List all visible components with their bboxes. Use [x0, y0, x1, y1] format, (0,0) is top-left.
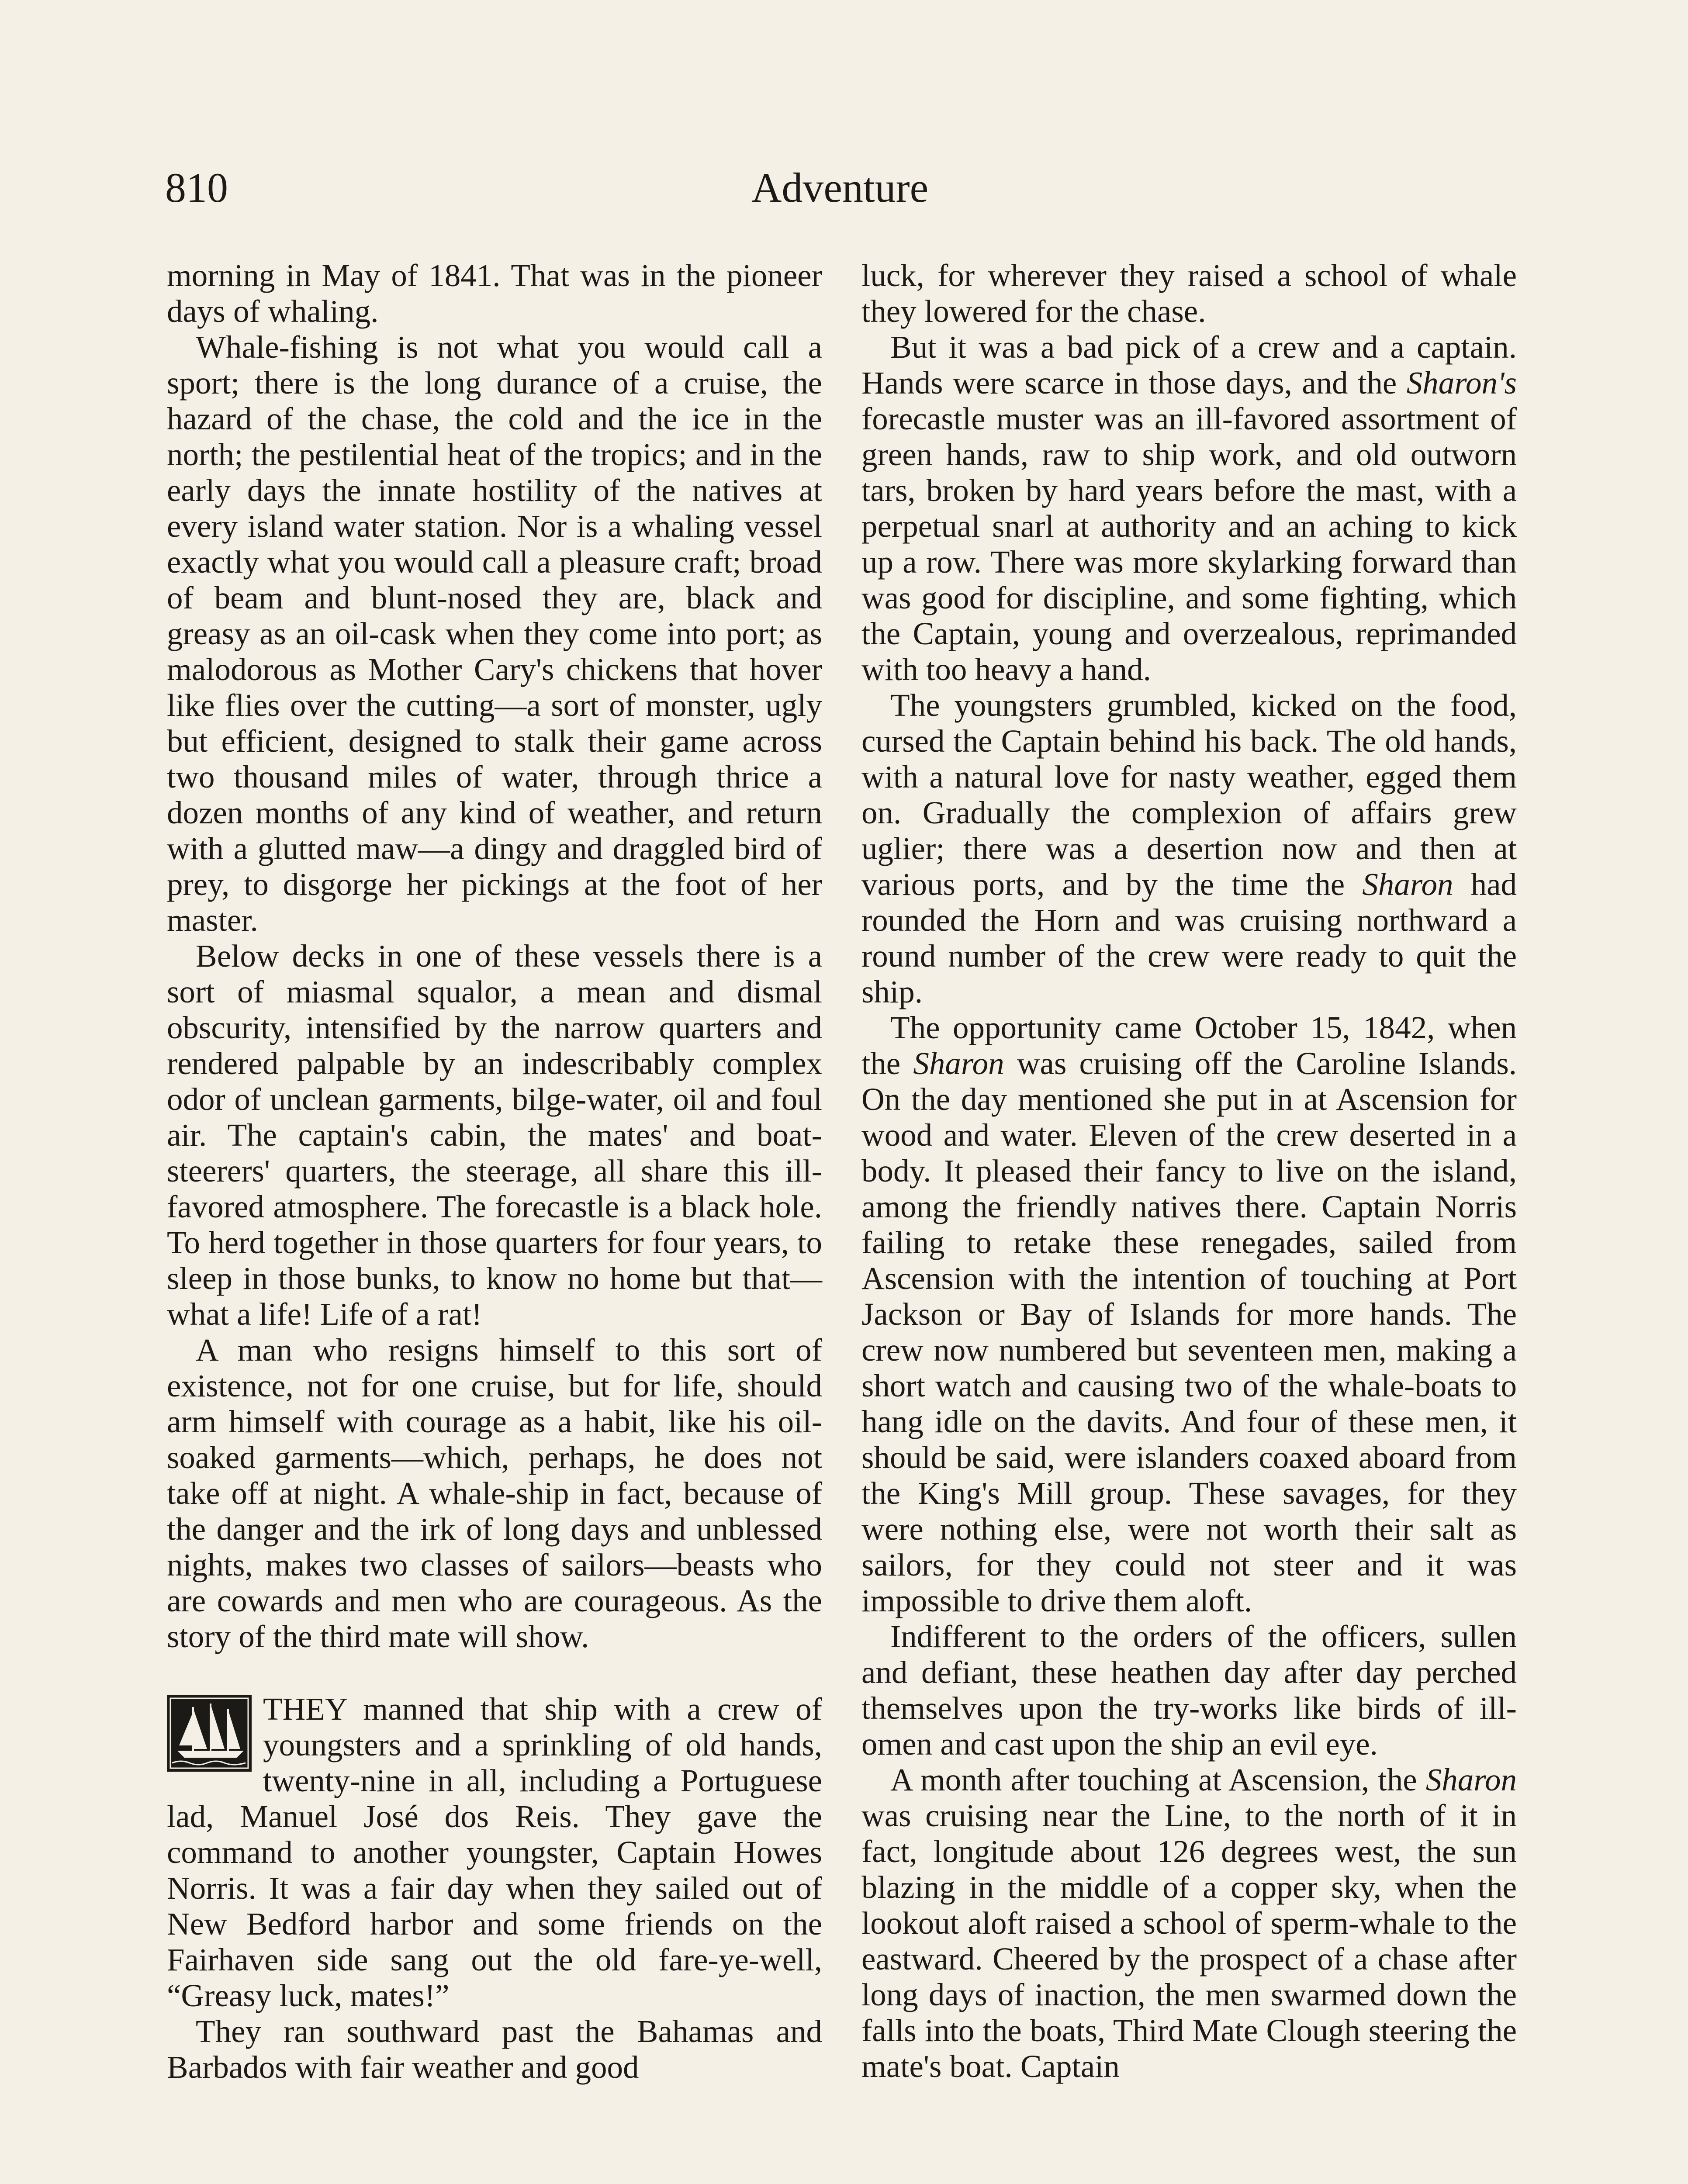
paragraph: But it was a bad pick of a crew and a captain. Hands were scarce in those days, and the Sharon's forecastle muster was an ill-favored assortment of green hands, raw to ship work, and old outworn tars, broken by hard years before the mast, with a perpetual snarl at authority and an aching to kick up a row. There was more skylarking forward than was good for discipline, and some fighting, which the Captain, young and overzealous, reprimanded with too heavy a hand.: [861, 329, 1517, 687]
paragraph: morning in May of 1841. That was in the pioneer days of whaling.: [167, 258, 822, 329]
paragraph: A month after touching at Ascension, the Sharon was cruising near the Line, to the north of it in fact, longitude about 126 degrees west, the sun blazing in the middle of a copper sky, when the lookout aloft raised a school of sperm-whale to the eastward. Cheered by the prospect of a chase after long days of inaction, the men swarmed down the falls into the boats, Third Mate Clough steering the mate's boat. Captain: [861, 1762, 1517, 2084]
section-break: [167, 1655, 822, 1691]
left-column: [167, 258, 822, 2085]
paragraph: luck, for wherever they raised a school of whale they lowered for the chase.: [861, 258, 1517, 329]
paragraph: Below decks in one of these vessels there is a sort of miasmal squalor, a mean and dismal obscurity, intensified by the narrow quarters and rendered palpable by an indescribably complex odor of unclean garments, bilge-water, oil and foul air. The captain's cabin, the mates' and boat-steerers' quarters, the steerage, all share this ill-favored atmosphere. The forecastle is a black hole. To herd together in those quarters for four years, to sleep in those bunks, to know no home but that—what a life! Life of a rat!: [167, 938, 822, 1332]
page-number: 810: [165, 164, 228, 211]
paragraph: The youngsters grumbled, kicked on the food, cursed the Captain behind his back. The old hands, with a natural love for nasty weather, egged them on. Gradually the complexion of affairs grew uglier; there was a desertion now and then at various ports, and by the time the Sharon had rounded the Horn and was cruising northward a round number of the crew were ready to quit the ship.: [861, 688, 1517, 1009]
running-head: Adventure: [751, 164, 929, 211]
sailing-ship-icon: [167, 1695, 252, 1772]
ship-name: Sharon's: [1406, 365, 1517, 401]
ship-name: Sharon: [1425, 1762, 1517, 1797]
paragraph: THEY manned that ship with a crew of youngsters and a sprinkling of old hands, twenty-nine in all, including a Portuguese lad, Manuel José dos Reis. They gave the command to another youngster, Captain Howes Norris. It was a fair day when they sailed out of New Bedford harbor and some friends on the Fairhaven side sang out the old fare-ye-well, “Greasy luck, mates!”: [167, 1691, 822, 2013]
paragraph: The opportunity came October 15, 1842, when the Sharon was cruising off the Caroline Islands. On the day mentioned she put in at Ascension for wood and water. Eleven of the crew deserted in a body. It pleased their fancy to live on the island, among the friendly natives there. Captain Norris failing to retake these renegades, sailed from Ascension with the intention of touching at Port Jackson or Bay of Islands for more hands. The crew now numbered but seventeen men, making a short watch and causing two of the whale-boats to hang idle on the davits. And four of these men, it should be said, were islanders coaxed aboard from the King's Mill group. These savages, for they were nothing else, were not worth their salt as sailors, for they could not steer and it was impossible to drive them aloft.: [861, 1010, 1517, 1618]
paragraph: A man who resigns himself to this sort of existence, not for one cruise, but for life, should arm himself with courage as a habit, like his oil-soaked garments—which, perhaps, he does not take off at night. A whale-ship in fact, because of the danger and the irk of long days and unblessed nights, makes two classes of sailors—beasts who are cowards and men who are courageous. As the story of the third mate will show.: [167, 1332, 822, 1654]
ship-name: Sharon: [913, 1046, 1004, 1081]
right-column: [861, 258, 1517, 2084]
paragraph: Indifferent to the orders of the officers, sullen and defiant, these heathen day after day perched themselves upon the try-works like birds of ill-omen and cast upon the ship an evil eye.: [861, 1619, 1517, 1762]
ship-name: Sharon: [1362, 867, 1453, 902]
paragraph: Whale-fishing is not what you would call a sport; there is the long durance of a cruise, the hazard of the chase, the cold and the ice in the north; the pestilential heat of the tropics; and in the early days the innate hostility of the natives at every island water station. Nor is a whaling vessel exactly what you would call a pleasure craft; broad of beam and blunt-nosed they are, black and greasy as an oil-cask when they come into port; as malodorous as Mother Cary's chickens that hover like flies over the cutting—a sort of monster, ugly but efficient, designed to stalk their game across two thousand miles of water, through thrice a dozen months of any kind of weather, and return with a glutted maw—a dingy and draggled bird of prey, to disgorge her pickings at the foot of her master.: [167, 329, 822, 938]
paragraph: They ran southward past the Bahamas and Barbados with fair weather and good: [167, 2014, 822, 2085]
section-opening: [167, 1691, 822, 2014]
